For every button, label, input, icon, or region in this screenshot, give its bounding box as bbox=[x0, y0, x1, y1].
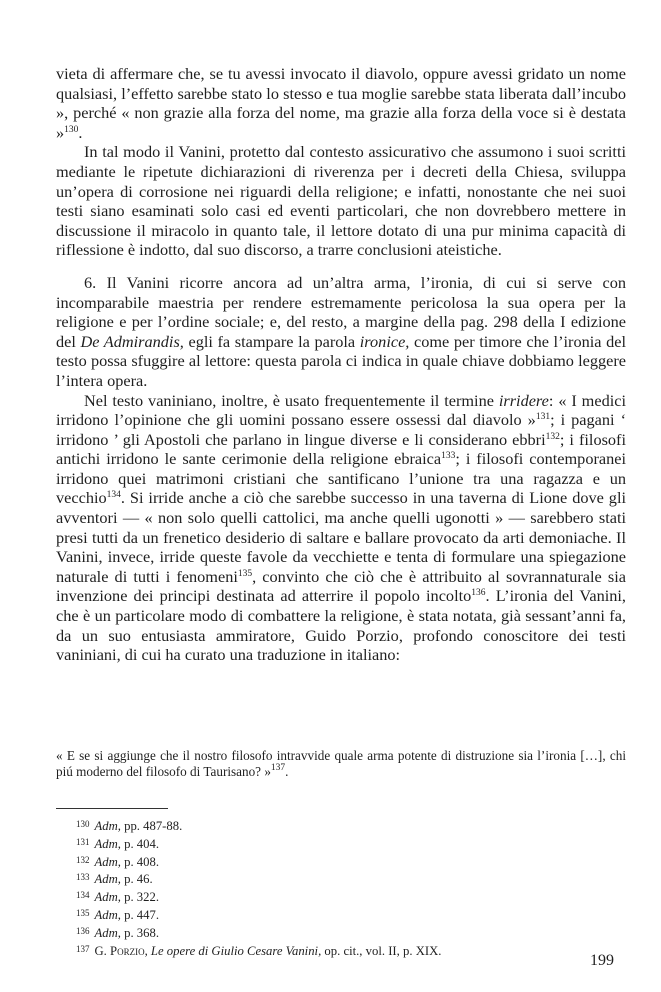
footnote-131: $^{131}$ Adm, p. 404. bbox=[76, 836, 159, 851]
footnote-135: $^{135}$ Adm, p. 447. bbox=[76, 907, 159, 922]
paragraph-4: Nel testo vaniniano, inoltre, è usato frequentemente il termine irridere: « I medici irridono l’opinione che gli uomini possano essere ossessi dal diavolo »$^{131}$; i pagani ‘ irridono ’ gli Apostoli che parlano in lingue diverse e li considerano ebbri$^{132}$; i filosofi antichi irridono le sante cerimonie della religione ebraica$^{133}$; i filosofi contemporanei irridono quei matrimoni cristiani che santificano l’unione tra una ragazza e un vecchio$^{134}$. Si irride anche a ciò che sarebbe successo in una taverna di Lione dove gli avventori — « non solo quelli cattolici, ma anche quelli ugonotti » — sarebbero stati presi tutti da un frenetico desiderio di saltare e ballare provocato da arti demoniache. Il Vanini, invece, irride queste favole da vecchiette e tenta di formulare una spiegazione naturale di tutti i fenomeni$^{135}$, convinto che ciò che è attribuito al sovrannaturale sia invenzione dei principi destinata ad atterrire il popolo incolto$^{136}$. L’ironia del Vanini, che è un particolare modo di combattere la religione, è stata notata, già sessant’anni fa, da un suo entusiasta ammiratore, Guido Porzio, profondo conoscitore dei testi vaniniani, di cui ha curato una traduzione in italiano: bbox=[56, 390, 627, 665]
footnote-137: $^{137}$ G. Porzio, Le opere di Giulio Cesare Vanini, op. cit., vol. II, p. XIX. bbox=[76, 943, 442, 958]
block-quote: « E se si aggiunge che il nostro filosofo intravvide quale arma potente di distruzione sia l’ironia […], chi piú moderno del filosofo di Taurisano? »$^{137}$. bbox=[56, 748, 626, 779]
paragraph-2: In tal modo il Vanini, protetto dal contesto assicurativo che assumono i suoi scritti mediante le ripetute dichiarazioni di riverenza per i decreti della Chiesa, sviluppa un’opera di corrosione nei riguardi della religione; e infatti, nonostante che nei suoi testi siano esaminati solo casi ed eventi particolari, che non dovrebbero mettere in discussione il miracolo in quanto tale, il lettore dotato di una pur minima capacità di riflessione è indotto, dal suo discorso, a trarre conclusioni ateistiche. bbox=[56, 142, 626, 260]
footnote-134: $^{134}$ Adm, p. 322. bbox=[76, 890, 159, 905]
word-ironice: ironice, bbox=[359, 331, 410, 351]
footnote-ref-130[interactable]: 130 bbox=[64, 124, 79, 135]
footnote-divider bbox=[56, 808, 168, 809]
main-text bbox=[56, 64, 626, 665]
page-number: 199 bbox=[590, 952, 614, 969]
paragraph-section-6: 6. Il Vanini ricorre ancora ad un’altra arma, l’ironia, di cui si serve con incomparabile maestria per rendere estremamente pericolosa la sua opera per la religione e per l’ordine sociale; e, del resto, a margine della pag. 298 della I edizione del De Admirandis, egli fa stampare la parola ironice, come per timore che l’ironia del testo possa sfuggire al lettore: questa parola ci indica in quale chiave dobbiamo leggere l’intera opera. bbox=[56, 272, 626, 390]
footnote-ref-131[interactable]: 131 bbox=[535, 412, 551, 423]
footnote-ref-136[interactable]: 136 bbox=[471, 588, 486, 599]
footnote-ref-133[interactable]: 133 bbox=[441, 451, 456, 462]
footnote-ref-137[interactable]: 137 bbox=[270, 763, 286, 773]
author-name: Porzio bbox=[110, 943, 145, 958]
footnote-ref-135[interactable]: 135 bbox=[237, 568, 253, 579]
footnote-ref-132[interactable]: 132 bbox=[545, 431, 560, 442]
footnotes-list bbox=[76, 817, 596, 959]
footnote-130: $^{130}$ Adm, pp. 487-88. bbox=[76, 819, 183, 833]
paragraph-1: vieta di affermare che, se tu avessi invocato il diavolo, oppure avessi gridato un nome qualsiasi, l’effetto sarebbe stato lo stesso e tua moglie sarebbe stata liberata dall’incubo », perché « non grazie alla forza del nome, ma grazie alla forza della voce si è destata »$^{130}$. bbox=[56, 64, 626, 142]
footnote-133: $^{133}$ Adm, p. 46. bbox=[76, 872, 153, 887]
footnote-132: $^{132}$ Adm, p. 408. bbox=[76, 854, 159, 869]
footnote-136: $^{136}$ Adm, p. 368. bbox=[76, 925, 159, 940]
work-title-de-admirandis: De Admirandis, bbox=[80, 331, 184, 351]
term-irridere: irridere bbox=[498, 390, 549, 410]
footnote-ref-134[interactable]: 134 bbox=[106, 490, 121, 501]
